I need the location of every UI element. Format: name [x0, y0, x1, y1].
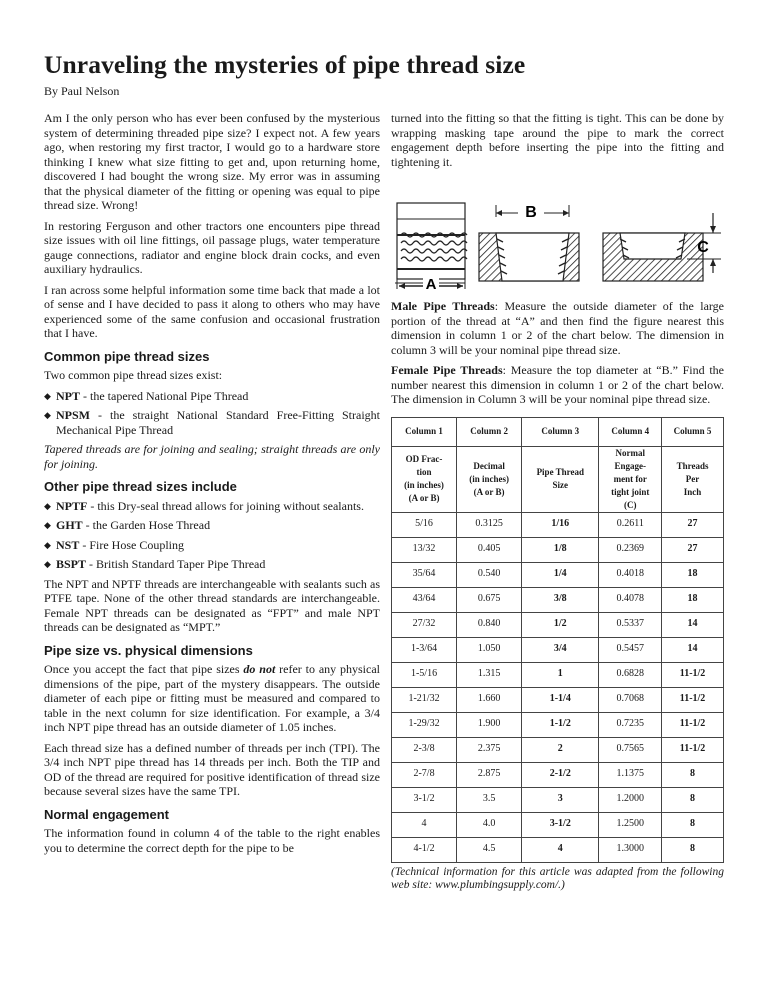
table-cell: 11-1/2: [662, 737, 724, 762]
subheader-cell: Threads Per Inch: [662, 446, 724, 512]
table-cell: 1.315: [457, 662, 522, 687]
table-cell: 2.375: [457, 737, 522, 762]
table-cell: 0.3125: [457, 512, 522, 537]
table-row: [392, 512, 724, 537]
list-item: [44, 518, 380, 533]
table-row: [392, 687, 724, 712]
left-column: [44, 111, 380, 861]
table-row: [392, 537, 724, 562]
table-cell: 1.900: [457, 712, 522, 737]
thread-desc: - the straight National Standard Free-Fitting Straight Mechanical Pipe Thread: [56, 408, 380, 437]
table-cell: 11-1/2: [662, 662, 724, 687]
table-row: [392, 587, 724, 612]
thread-desc: - this Dry-seal thread allows for joining without sealants.: [87, 498, 364, 513]
table-row: [392, 637, 724, 662]
table-cell: 14: [662, 612, 724, 637]
subheader-cell: Pipe Thread Size: [522, 446, 599, 512]
table-cell: 1.3000: [599, 837, 662, 862]
table-cell: 1/2: [522, 612, 599, 637]
table-cell: 27: [662, 537, 724, 562]
table-cell: 27: [662, 512, 724, 537]
table-cell: 0.7068: [599, 687, 662, 712]
subheader-cell: OD Frac- tion (in inches) (A or B): [392, 446, 457, 512]
heading-common-sizes: Common pipe thread sizes: [44, 348, 210, 364]
thread-desc: - the tapered National Pipe Thread: [80, 388, 249, 403]
table-cell: 8: [662, 812, 724, 837]
subheader-cell: Decimal (in inches) (A or B): [457, 446, 522, 512]
pipe-size-text: Once you accept the fact that pipe sizes: [44, 662, 244, 676]
table-cell: 0.405: [457, 537, 522, 562]
table-cell: 43/64: [392, 587, 457, 612]
subheader-cell: Normal Engage- ment for tight joint (C): [599, 446, 662, 512]
table-cell: 8: [662, 762, 724, 787]
table-cell: 3-1/2: [522, 812, 599, 837]
female-threads-heading: Female Pipe Threads: [391, 363, 503, 377]
table-cell: 1-1/2: [522, 712, 599, 737]
column-header: Column 1: [392, 417, 457, 446]
table-row: [392, 787, 724, 812]
list-item: [44, 538, 380, 553]
article-title: Unraveling the mysteries of pipe thread size: [44, 50, 526, 79]
table-cell: 1.660: [457, 687, 522, 712]
table-cell: 1.2000: [599, 787, 662, 812]
table-cell: 1/4: [522, 562, 599, 587]
thread-abbr: NPSM: [56, 408, 90, 422]
column-header: Column 3: [522, 417, 599, 446]
heading-pipe-size: Pipe size vs. physical dimensions: [44, 642, 253, 658]
table-body: [392, 512, 724, 862]
table-cell: 3: [522, 787, 599, 812]
tpi-paragraph: Each thread size has a defined number of threads per inch (TPI). The 3/4 inch NPT pipe thread has 14 threads per inch. Both the TIP and OD of the thread are required for positive identification of thread size because several sizes have the same TPI.: [44, 740, 380, 798]
table-cell: 0.7235: [599, 712, 662, 737]
male-threads-paragraph: [391, 299, 724, 357]
pipe-thread-table: [391, 417, 724, 863]
heading-normal-engagement: Normal engagement: [44, 806, 169, 822]
list-item: [44, 408, 380, 437]
table-row: [392, 837, 724, 862]
table-cell: 2-1/2: [522, 762, 599, 787]
label-a: A: [425, 276, 437, 291]
table-cell: 4.5: [457, 837, 522, 862]
right-column: [391, 111, 724, 899]
column-header: Column 5: [662, 417, 724, 446]
table-cell: 4: [522, 837, 599, 862]
male-threads-text: : Measure the outside diameter of the large portion of the thread at “A” and then find the figure nearest this dimension in column 1 or 2 of the chart below. The dimension in column 3 will be your nominal pipe thread size.: [391, 299, 725, 357]
table-cell: 8: [662, 837, 724, 862]
table-cell: 3/4: [522, 637, 599, 662]
pipe-thread-diagram: [391, 183, 724, 291]
table-cell: 0.675: [457, 587, 522, 612]
male-pipe-drawing: [395, 203, 467, 291]
table-cell: 0.4018: [599, 562, 662, 587]
thread-desc: - Fire Hose Coupling: [79, 537, 185, 552]
table-cell: 13/32: [392, 537, 457, 562]
table-cell: 5/16: [392, 512, 457, 537]
source-note: (Technical information for this article was adapted from the following web site: www.plumbingsupply.com/.): [391, 865, 724, 891]
table-row: [392, 712, 724, 737]
table-cell: 1-21/32: [392, 687, 457, 712]
table-row: [392, 562, 724, 587]
table-cell: 0.2369: [599, 537, 662, 562]
table-cell: 18: [662, 587, 724, 612]
column-header: Column 2: [457, 417, 522, 446]
table-cell: 8: [662, 787, 724, 812]
table-cell: 1-1/4: [522, 687, 599, 712]
table-cell: 1-29/32: [392, 712, 457, 737]
table-cell: 11-1/2: [662, 687, 724, 712]
table-cell: 35/64: [392, 562, 457, 587]
table-cell: 1-3/64: [392, 637, 457, 662]
female-threads-text: : Measure the top diameter at “B.” Find the number nearest this dimension in column 1 or 2 of the chart below. The dimension in Column 3 will be your nominal pipe thread size.: [391, 363, 724, 406]
table-cell: 0.6828: [599, 662, 662, 687]
thread-abbr: NPT: [56, 388, 80, 403]
table-row: [392, 762, 724, 787]
table-cell: 2-3/8: [392, 737, 457, 762]
table-row: [392, 812, 724, 837]
table-cell: 3/8: [522, 587, 599, 612]
table-row: [392, 737, 724, 762]
label-b: B: [525, 204, 537, 221]
heading-other-sizes: Other pipe thread sizes include: [44, 479, 237, 494]
table-cell: 1: [522, 662, 599, 687]
table-cell: 4.0: [457, 812, 522, 837]
table-cell: 2.875: [457, 762, 522, 787]
table-row: [392, 612, 724, 637]
table-cell: 4: [392, 812, 457, 837]
continuation-paragraph: turned into the fitting so that the fitting is tight. This can be done by wrapping masking tape around the pipe to mark the correct engagement depth before inserting the pipe into the fitting and tightening it.: [391, 111, 724, 169]
list-item: [44, 499, 380, 514]
list-item: [44, 389, 380, 404]
tapered-note: Tapered threads are for joining and sealing; straight threads are only for joining.: [44, 442, 380, 471]
table-cell: 1.1375: [599, 762, 662, 787]
column-header: Column 4: [599, 417, 662, 446]
intro-paragraph: Am I the only person who has ever been confused by the mysterious system of determining threaded pipe size? I expect not. A few years ago, when restoring my first tractor, I would go to a hardware store thinking I knew what size fitting to get and, upon returning home, discovered I had bought the wrong size. My error was in assuming that the physical diameter of the fitting or opening was equal to pipe thread size. Wrong!: [44, 111, 380, 212]
thread-abbr: NST: [56, 537, 80, 552]
helpful-info-paragraph: I ran across some helpful information some time back that made a lot of sense and I have decided to pass it along to others who may have experienced some of the same confusion and occasional frustration that I have.: [44, 282, 380, 340]
table-cell: 3.5: [457, 787, 522, 812]
byline: By Paul Nelson: [44, 84, 120, 98]
table-cell: 0.4078: [599, 587, 662, 612]
table-cell: 0.5457: [599, 637, 662, 662]
interchange-paragraph: The NPT and NPTF threads are interchangeable with sealants such as PTFE tape. None of the other thread standards are interchangeable. Female NPT threads can be designated as “FPT” and male NPT threads can be designated as “MPT.”: [44, 576, 380, 634]
common-sizes-list: [44, 389, 380, 438]
other-sizes-list: [44, 499, 380, 572]
table-cell: 2: [522, 737, 599, 762]
pipe-size-text: refer to any physical dimensions of the pipe, part of the mystery disappears. The outside diameter of each pipe or fitting must be measured and compared to table in the next column for size identification. For example, a 3/4 inch NPT pipe thread has an outside diameter of 1.05 inches.: [44, 662, 381, 734]
thread-desc: - British Standard Taper Pipe Thread: [86, 557, 266, 571]
table-cell: 0.540: [457, 562, 522, 587]
thread-desc: - the Garden Hose Thread: [82, 518, 211, 532]
table-cell: 3-1/2: [392, 787, 457, 812]
thread-abbr: BSPT: [56, 557, 87, 571]
table-cell: 18: [662, 562, 724, 587]
table-header-row: [392, 417, 724, 446]
thread-abbr: NPTF: [56, 498, 88, 513]
table-cell: 0.2611: [599, 512, 662, 537]
table-row: [392, 662, 724, 687]
do-not-emphasis: do not: [243, 662, 276, 676]
female-threads-paragraph: [391, 363, 724, 407]
table-cell: 1-5/16: [392, 662, 457, 687]
table-cell: 0.5337: [599, 612, 662, 637]
list-item: [44, 557, 380, 572]
table-cell: 11-1/2: [662, 712, 724, 737]
table-cell: 1/16: [522, 512, 599, 537]
two-sizes-paragraph: Two common pipe thread sizes exist:: [44, 368, 223, 382]
thread-abbr: GHT: [56, 518, 83, 532]
female-fitting-b-drawing: [479, 201, 579, 281]
table-cell: 14: [662, 637, 724, 662]
table-cell: 1.2500: [599, 812, 662, 837]
label-c: C: [697, 239, 709, 256]
table-cell: 0.840: [457, 612, 522, 637]
normal-engagement-paragraph: The information found in column 4 of the table to the right enables you to determine the correct depth for the pipe to be: [44, 826, 380, 855]
table-cell: 27/32: [392, 612, 457, 637]
table-cell: 1.050: [457, 637, 522, 662]
pipe-size-paragraph: [44, 662, 380, 735]
female-fitting-c-drawing: [603, 213, 721, 281]
table-subheader-row: [392, 446, 724, 512]
table-cell: 4-1/2: [392, 837, 457, 862]
table-cell: 1/8: [522, 537, 599, 562]
table-cell: 2-7/8: [392, 762, 457, 787]
male-threads-heading: Male Pipe Threads: [391, 299, 495, 313]
table-cell: 0.7565: [599, 737, 662, 762]
ferguson-paragraph: In restoring Ferguson and other tractors one encounters pipe thread size issues with oil line fittings, oil passage plugs, water temperature gauge connections, radiator and engine block drain cocks, and even auxiliary hydraulics.: [44, 218, 380, 276]
